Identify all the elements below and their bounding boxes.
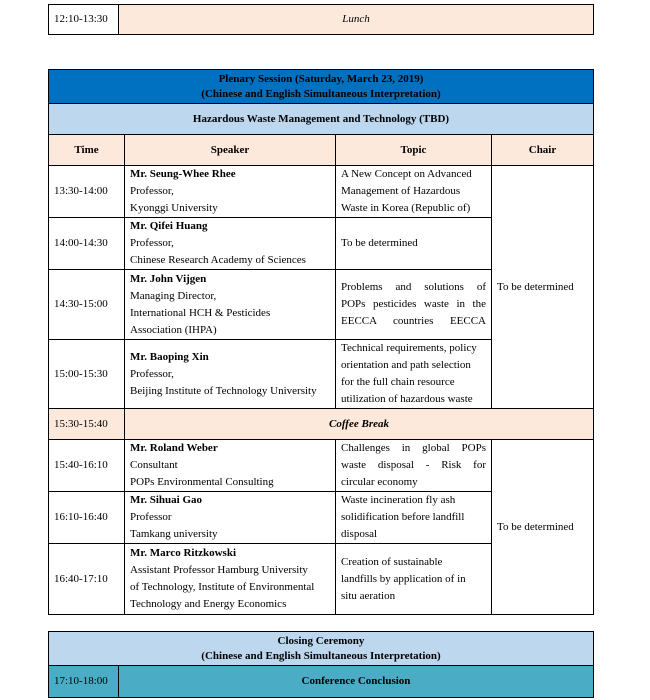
session-time: 14:30-15:00 bbox=[49, 270, 125, 340]
speaker-name: Mr. Sihuai Gao bbox=[130, 494, 203, 506]
lunch-label: Lunch bbox=[119, 5, 594, 35]
topic-cell bbox=[336, 340, 492, 409]
coffee-label: Coffee Break bbox=[125, 409, 594, 440]
speaker-cell bbox=[125, 166, 336, 218]
session-time: 16:10-16:40 bbox=[49, 492, 125, 544]
session-time: 13:30-14:00 bbox=[49, 166, 125, 218]
coffee-row bbox=[49, 409, 594, 440]
speaker-line: POPs Environmental Consulting bbox=[130, 476, 274, 488]
speaker-cell bbox=[125, 544, 336, 615]
topic-line: landfills by application of in bbox=[341, 572, 466, 585]
plenary-subtitle-row bbox=[49, 104, 594, 135]
topic-cell bbox=[336, 440, 492, 492]
speaker-cell bbox=[125, 270, 336, 340]
speaker-name: Mr. John Vijgen bbox=[130, 272, 207, 285]
header-speaker: Speaker bbox=[125, 135, 336, 166]
speaker-cell bbox=[125, 218, 336, 270]
speaker-line: Managing Director, bbox=[130, 289, 217, 302]
speaker-name: Mr. Seung-Whee Rhee bbox=[130, 168, 236, 180]
header-topic: Topic bbox=[336, 135, 492, 166]
coffee-time: 15:30-15:40 bbox=[49, 409, 125, 440]
speaker-cell bbox=[125, 440, 336, 492]
lunch-row bbox=[49, 5, 594, 35]
topic-line: utilization of hazardous waste bbox=[341, 393, 473, 405]
speaker-line: Chinese Research Academy of Sciences bbox=[130, 254, 306, 266]
plenary-table bbox=[48, 69, 594, 615]
plenary-title: Plenary Session (Saturday, March 23, 2019) bbox=[218, 72, 424, 85]
plenary-title-row bbox=[49, 70, 594, 104]
session-row bbox=[49, 166, 594, 218]
topic-line: circular economy bbox=[341, 476, 418, 488]
topic-cell bbox=[336, 166, 492, 218]
chair-cell: To be determined bbox=[492, 166, 594, 409]
session-time: 14:00-14:30 bbox=[49, 218, 125, 270]
topic-line: Problems and solutions of bbox=[341, 281, 486, 293]
topic-cell bbox=[336, 492, 492, 544]
topic-line: solidification before landfill bbox=[341, 511, 465, 523]
topic-line: POPs pesticides waste in the bbox=[341, 298, 486, 310]
closing-row bbox=[49, 666, 594, 698]
speaker-line: Beijing Institute of Technology University bbox=[130, 384, 317, 397]
closing-time: 17:10-18:00 bbox=[49, 666, 119, 698]
speaker-line: Professor bbox=[130, 511, 172, 523]
topic-cell bbox=[336, 544, 492, 615]
topic-line: EECCA countries EECCA bbox=[341, 315, 486, 327]
lunch-time: 12:10-13:30 bbox=[49, 5, 119, 35]
session-time: 16:40-17:10 bbox=[49, 544, 125, 615]
speaker-line: Professor, bbox=[130, 237, 174, 249]
topic-line: Creation of sustainable bbox=[341, 555, 443, 568]
topic-line: Technical requirements, policy bbox=[341, 342, 477, 354]
topic-cell bbox=[336, 270, 492, 340]
speaker-name: Mr. Qifei Huang bbox=[130, 220, 208, 232]
speaker-line: Consultant bbox=[130, 459, 178, 471]
session-time: 15:40-16:10 bbox=[49, 440, 125, 492]
plenary-subtitle: Hazardous Waste Management and Technology (TBD) bbox=[49, 104, 594, 135]
speaker-line: Association (IHPA) bbox=[130, 323, 217, 336]
speaker-line: Technology and Energy Economics bbox=[130, 598, 287, 610]
column-header-row bbox=[49, 135, 594, 166]
speaker-name: Mr. Baoping Xin bbox=[130, 350, 209, 363]
closing-title: Closing Ceremony bbox=[277, 634, 365, 647]
speaker-name: Mr. Marco Ritzkowski bbox=[130, 547, 237, 559]
topic-line: orientation and path selection bbox=[341, 359, 471, 371]
topic-line: waste disposal - Risk for bbox=[341, 459, 486, 471]
topic-line: Management of Hazardous bbox=[341, 185, 461, 197]
topic-line: situ aeration bbox=[341, 589, 396, 602]
speaker-line: International HCH & Pesticides bbox=[130, 306, 271, 319]
topic-cell bbox=[336, 218, 492, 270]
topic-line: A New Concept on Advanced bbox=[341, 168, 472, 180]
speaker-line: Kyonggi University bbox=[130, 202, 218, 214]
speaker-name: Mr. Roland Weber bbox=[130, 442, 218, 454]
speaker-line: of Technology, Institute of Environmental bbox=[130, 581, 315, 593]
chair-cell: To be determined bbox=[492, 440, 594, 615]
speaker-cell bbox=[125, 340, 336, 409]
lunch-table bbox=[48, 4, 594, 35]
topic-line: for the full chain resource bbox=[341, 376, 455, 388]
speaker-line: Tamkang university bbox=[130, 528, 218, 540]
speaker-cell bbox=[125, 492, 336, 544]
session-row bbox=[49, 440, 594, 492]
topic-line: Challenges in global POPs bbox=[341, 442, 486, 454]
speaker-line: Professor, bbox=[130, 367, 174, 380]
closing-title-row bbox=[49, 632, 594, 666]
header-chair: Chair bbox=[492, 135, 594, 166]
topic-line: Waste in Korea (Republic of) bbox=[341, 202, 471, 214]
closing-label: Conference Conclusion bbox=[119, 666, 594, 698]
speaker-line: Assistant Professor Hamburg University bbox=[130, 564, 308, 576]
plenary-interp: (Chinese and English Simultaneous Interpretation) bbox=[201, 87, 441, 100]
session-time: 15:00-15:30 bbox=[49, 340, 125, 409]
header-time: Time bbox=[49, 135, 125, 166]
topic-line: To be determined bbox=[341, 237, 418, 249]
topic-line: Waste incineration fly ash bbox=[341, 494, 456, 506]
topic-line: disposal bbox=[341, 528, 378, 540]
closing-interp: (Chinese and English Simultaneous Interpretation) bbox=[201, 649, 441, 662]
closing-table bbox=[48, 631, 594, 698]
speaker-line: Professor, bbox=[130, 185, 174, 197]
